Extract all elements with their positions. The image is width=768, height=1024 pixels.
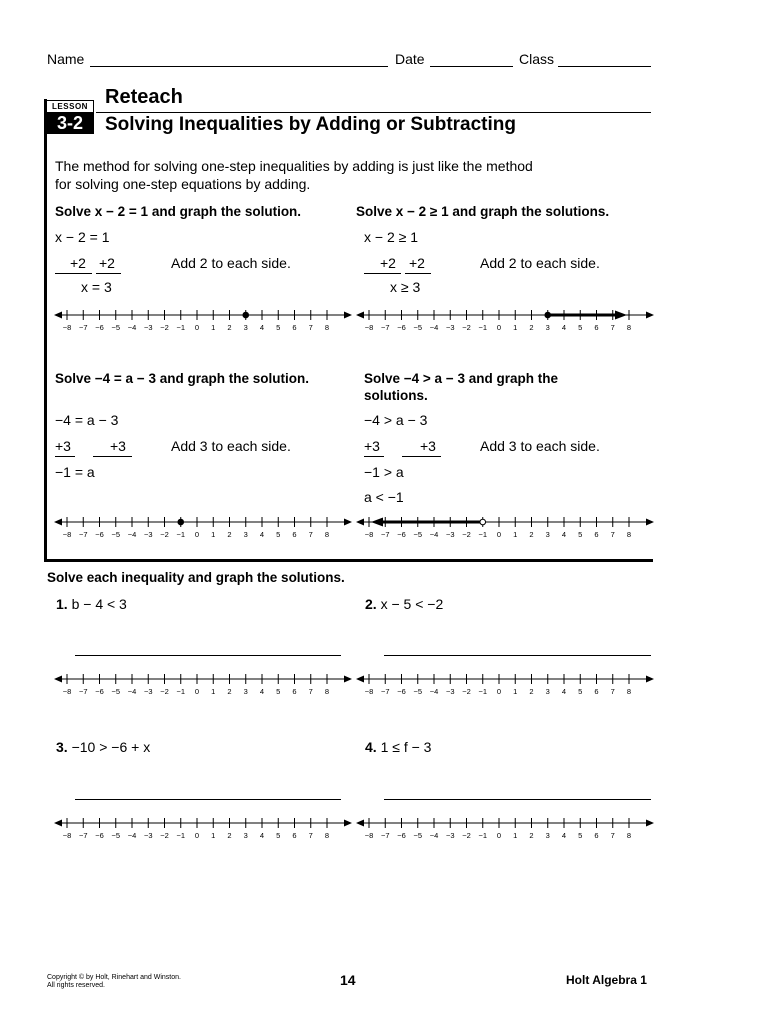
tick-label: −4 (127, 530, 137, 539)
number-line-example-3 (53, 513, 353, 543)
right-arrow-icon (344, 676, 352, 683)
tick-label: −2 (160, 530, 169, 539)
tick-label: −3 (445, 831, 455, 840)
tick-label: −8 (62, 831, 72, 840)
tick-label: −6 (397, 323, 406, 332)
tick-label: −1 (478, 831, 488, 840)
exercise-3-text: −10 > −6 + x (71, 739, 151, 755)
exercise-1 (56, 596, 127, 612)
left-arrow-icon (356, 312, 364, 319)
tick-label: −8 (62, 323, 72, 332)
tick-label: −7 (380, 323, 390, 332)
tick-label: 5 (276, 323, 281, 332)
book-title: Holt Algebra 1 (566, 973, 647, 987)
tick-label: 4 (259, 323, 265, 332)
tick-label: 0 (194, 323, 200, 332)
tick-label: 2 (529, 687, 534, 696)
tick-label: 1 (513, 831, 518, 840)
tick-label: 8 (626, 831, 632, 840)
example-2-step3: x ≥ 3 (390, 279, 421, 295)
left-arrow-icon (54, 519, 62, 526)
tick-label: 3 (545, 687, 550, 696)
tick-label: −8 (62, 687, 72, 696)
lesson-number: 3-2 (46, 112, 94, 134)
right-arrow-icon (344, 519, 352, 526)
tick-label: −1 (478, 687, 488, 696)
tick-label: 8 (626, 530, 632, 539)
example-1-underline-b (96, 273, 121, 274)
example-4-step1: −4 > a − 3 (364, 412, 428, 428)
exercise-4 (365, 739, 431, 755)
tick-label: 2 (529, 831, 534, 840)
tick-label: 6 (594, 323, 599, 332)
tick-label: −4 (429, 530, 439, 539)
exercise-1-answer-line[interactable] (75, 655, 341, 656)
exercise-4-answer-line[interactable] (384, 799, 651, 800)
example-4-step2a: +3 (364, 438, 380, 454)
example-1-step3: x = 3 (81, 279, 112, 295)
tick-label: 6 (594, 530, 599, 539)
tick-label: −2 (160, 687, 169, 696)
tick-label: 1 (211, 530, 216, 539)
example-4-heading-line2: solutions. (364, 388, 428, 403)
example-3-step2b: +3 (110, 438, 126, 454)
tick-label: 2 (227, 530, 232, 539)
tick-label: 5 (276, 831, 281, 840)
tick-label: −1 (176, 831, 186, 840)
tick-label: −3 (143, 687, 153, 696)
number-line-exercise-4[interactable] (355, 814, 655, 844)
tick-label: 3 (545, 831, 550, 840)
tick-label: 2 (227, 831, 232, 840)
tick-label: 2 (227, 323, 232, 332)
tick-label: 3 (243, 831, 248, 840)
tick-label: 1 (211, 323, 216, 332)
class-field[interactable] (558, 66, 651, 67)
tick-label: 7 (610, 687, 615, 696)
tick-label: 7 (610, 831, 615, 840)
exercise-3-answer-line[interactable] (75, 799, 341, 800)
number-line-example-1 (53, 306, 353, 336)
right-arrow-icon (344, 312, 352, 319)
tick-label: 0 (194, 687, 200, 696)
tick-label: 0 (194, 831, 200, 840)
example-4-step3: −1 > a (364, 464, 404, 480)
tick-label: 1 (513, 530, 518, 539)
tick-label: 1 (211, 687, 216, 696)
tick-label: −8 (364, 831, 374, 840)
tick-label: 5 (276, 530, 281, 539)
tick-label: −2 (160, 323, 169, 332)
tick-label: −6 (95, 831, 104, 840)
exercise-3-number: 3. (56, 739, 68, 755)
example-2-note: Add 2 to each side. (480, 255, 600, 271)
tick-label: 0 (496, 530, 502, 539)
tick-label: −4 (429, 831, 439, 840)
lesson-tag (46, 100, 94, 133)
tick-label: 8 (626, 323, 632, 332)
tick-label: −2 (160, 831, 169, 840)
tick-label: −8 (364, 323, 374, 332)
lesson-tag-label: LESSON (52, 102, 88, 111)
tick-label: −1 (176, 323, 186, 332)
tick-label: 8 (324, 323, 330, 332)
tick-label: −2 (462, 530, 471, 539)
name-label: Name (47, 51, 85, 67)
tick-label: 4 (259, 831, 265, 840)
left-arrow-icon (54, 820, 62, 827)
tick-label: 7 (308, 687, 313, 696)
tick-label: −2 (462, 831, 471, 840)
tick-label: 5 (578, 831, 583, 840)
open-point (480, 519, 486, 525)
tick-label: −6 (95, 323, 104, 332)
example-2-heading: Solve x − 2 ≥ 1 and graph the solutions. (356, 204, 610, 219)
left-arrow-icon (356, 820, 364, 827)
tick-label: −7 (78, 687, 88, 696)
tick-label: 3 (545, 530, 550, 539)
tick-label: 3 (545, 323, 550, 332)
tick-label: −5 (413, 687, 423, 696)
right-arrow-icon (646, 676, 654, 683)
number-line-svg (53, 306, 353, 336)
copyright-line-1: Copyright © by Holt, Rinehart and Winston. (47, 974, 181, 981)
tick-label: −3 (143, 323, 153, 332)
example-3-note: Add 3 to each side. (171, 438, 291, 454)
tick-label: −6 (397, 687, 406, 696)
tick-label: −4 (429, 323, 439, 332)
exercise-1-number: 1. (56, 596, 68, 612)
tick-label: 2 (529, 323, 534, 332)
tick-label: 8 (324, 530, 330, 539)
name-field[interactable] (90, 66, 388, 67)
example-2-underline-b (405, 273, 431, 274)
page-number: 14 (340, 972, 356, 988)
date-label: Date (395, 51, 425, 67)
tick-label: −7 (380, 687, 390, 696)
example-2-step1: x − 2 ≥ 1 (364, 229, 418, 245)
tick-label: 6 (292, 323, 297, 332)
date-field[interactable] (430, 66, 513, 67)
tick-label: 4 (561, 687, 567, 696)
tick-label: −6 (397, 831, 406, 840)
tick-label: 8 (626, 687, 632, 696)
example-1-note: Add 2 to each side. (171, 255, 291, 271)
tick-label: 7 (308, 323, 313, 332)
exercise-instruction: Solve each inequality and graph the solutions. (47, 570, 345, 585)
number-line-svg (355, 306, 655, 336)
tick-label: −4 (127, 687, 137, 696)
number-line-svg (355, 670, 655, 700)
tick-label: 0 (496, 831, 502, 840)
ray-arrow-icon (371, 518, 383, 527)
example-4-step2b: +3 (420, 438, 436, 454)
ray-arrow-icon (615, 311, 627, 320)
example-4-note: Add 3 to each side. (480, 438, 600, 454)
tick-label: −7 (78, 530, 88, 539)
tick-label: −7 (78, 323, 88, 332)
tick-label: 6 (292, 687, 297, 696)
closed-point (243, 312, 249, 318)
number-line-svg (355, 513, 655, 543)
example-2-step2b: +2 (409, 255, 425, 271)
exercise-2-number: 2. (365, 596, 377, 612)
tick-label: 1 (513, 687, 518, 696)
tick-label: −5 (111, 687, 121, 696)
class-label: Class (519, 51, 555, 67)
tick-label: −3 (445, 530, 455, 539)
tick-label: −8 (364, 687, 374, 696)
tick-label: 5 (578, 530, 583, 539)
exercise-3 (56, 739, 150, 755)
tick-label: 5 (578, 687, 583, 696)
right-arrow-icon (646, 519, 654, 526)
tick-label: 0 (496, 323, 502, 332)
tick-label: −1 (176, 530, 186, 539)
tick-label: −7 (78, 831, 88, 840)
exercise-2-answer-line[interactable] (384, 655, 651, 656)
number-line-exercise-2[interactable] (355, 670, 655, 700)
tick-label: 1 (211, 831, 216, 840)
example-1-step1: x − 2 = 1 (55, 229, 110, 245)
number-line-example-4 (355, 513, 655, 543)
tick-label: −5 (111, 323, 121, 332)
tick-label: −5 (413, 323, 423, 332)
tick-label: 7 (308, 530, 313, 539)
tick-label: 7 (308, 831, 313, 840)
example-3-step3: −1 = a (55, 464, 95, 480)
tick-label: 6 (594, 831, 599, 840)
tick-label: −4 (429, 687, 439, 696)
example-1-underline-a (55, 273, 92, 274)
exercise-1-text: b − 4 < 3 (71, 596, 127, 612)
number-line-svg (355, 814, 655, 844)
tick-label: 3 (243, 530, 248, 539)
tick-label: −3 (143, 831, 153, 840)
lesson-title: Solving Inequalities by Adding or Subtracting (105, 114, 516, 135)
tick-label: 4 (561, 831, 567, 840)
left-arrow-icon (54, 676, 62, 683)
tick-label: −6 (95, 530, 104, 539)
tick-label: −6 (95, 687, 104, 696)
intro-line-2: for solving one-step equations by adding. (55, 176, 311, 192)
example-3-underline-b (93, 456, 132, 457)
tick-label: 6 (292, 831, 297, 840)
closed-point (178, 519, 184, 525)
example-1-step2a: +2 (70, 255, 86, 271)
tick-label: −6 (397, 530, 406, 539)
title-rule (96, 112, 651, 113)
number-line-svg (53, 814, 353, 844)
tick-label: 4 (561, 323, 567, 332)
number-line-svg (53, 670, 353, 700)
example-3-heading: Solve −4 = a − 3 and graph the solution. (55, 371, 309, 386)
exercise-4-number: 4. (365, 739, 377, 755)
example-3-step1: −4 = a − 3 (55, 412, 119, 428)
closed-point (545, 312, 551, 318)
example-3-step2a: +3 (55, 438, 71, 454)
tick-label: 6 (594, 687, 599, 696)
tick-label: −7 (380, 831, 390, 840)
tick-label: −4 (127, 831, 137, 840)
tick-label: 4 (561, 530, 567, 539)
example-1-step2b: +2 (99, 255, 115, 271)
copyright-line-2: All rights reserved. (47, 982, 105, 989)
tick-label: −5 (413, 831, 423, 840)
tick-label: −1 (176, 687, 186, 696)
tick-label: −3 (445, 687, 455, 696)
tick-label: 8 (324, 687, 330, 696)
tick-label: 8 (324, 831, 330, 840)
tick-label: 3 (243, 323, 248, 332)
right-arrow-icon (344, 820, 352, 827)
left-arrow-icon (356, 519, 364, 526)
tick-label: 4 (259, 687, 265, 696)
example-2-underline-a (364, 273, 401, 274)
tick-label: 0 (194, 530, 200, 539)
tick-label: 0 (496, 687, 502, 696)
tick-label: −8 (364, 530, 374, 539)
example-4-underline-a (364, 456, 384, 457)
exercise-2-text: x − 5 < −2 (380, 596, 444, 612)
example-1-heading: Solve x − 2 = 1 and graph the solution. (55, 204, 302, 219)
tick-label: 2 (529, 530, 534, 539)
tick-label: −3 (143, 530, 153, 539)
example-4-step4: a < −1 (364, 489, 404, 505)
example-4-underline-b (402, 456, 441, 457)
number-line-example-2 (355, 306, 655, 336)
tick-label: −1 (478, 530, 488, 539)
tick-label: 7 (610, 530, 615, 539)
example-2-step2a: +2 (380, 255, 396, 271)
example-3-underline-a (55, 456, 75, 457)
tick-label: −5 (111, 831, 121, 840)
tick-label: −2 (462, 323, 471, 332)
tick-label: 6 (292, 530, 297, 539)
tick-label: 1 (513, 323, 518, 332)
right-arrow-icon (646, 820, 654, 827)
exercise-4-text: 1 ≤ f − 3 (380, 739, 432, 755)
tick-label: 5 (578, 323, 583, 332)
tick-label: −3 (445, 323, 455, 332)
exercise-2 (365, 596, 443, 612)
intro-line-1: The method for solving one-step inequalities by adding is just like the method (55, 158, 533, 174)
number-line-svg (53, 513, 353, 543)
number-line-exercise-3[interactable] (53, 814, 353, 844)
tick-label: 3 (243, 687, 248, 696)
tick-label: −4 (127, 323, 137, 332)
tick-label: 7 (610, 323, 615, 332)
left-arrow-icon (356, 676, 364, 683)
tick-label: 2 (227, 687, 232, 696)
tick-label: −5 (111, 530, 121, 539)
number-line-exercise-1[interactable] (53, 670, 353, 700)
tick-label: 4 (259, 530, 265, 539)
left-arrow-icon (54, 312, 62, 319)
tick-label: 5 (276, 687, 281, 696)
tick-label: −8 (62, 530, 72, 539)
example-4-heading-line1: Solve −4 > a − 3 and graph the (364, 371, 558, 386)
tick-label: −5 (413, 530, 423, 539)
tick-label: −1 (478, 323, 488, 332)
lesson-type: Reteach (105, 86, 183, 108)
tick-label: −7 (380, 530, 390, 539)
right-arrow-icon (646, 312, 654, 319)
tick-label: −2 (462, 687, 471, 696)
